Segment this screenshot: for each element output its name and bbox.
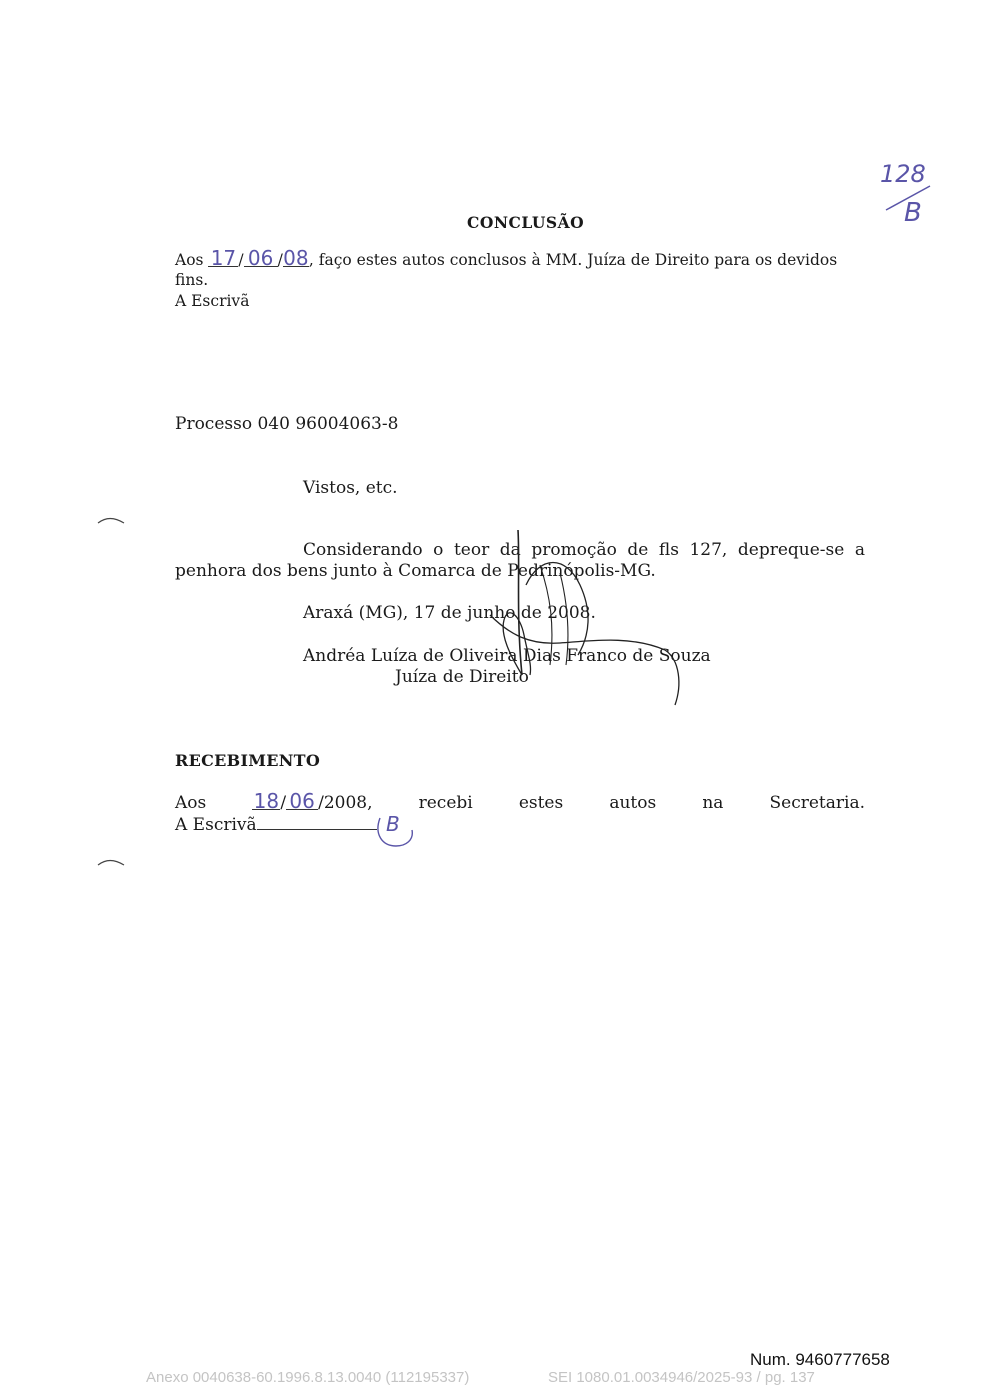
recebimento-signature-line — [257, 815, 377, 830]
processo-number: Processo 040 96004063-8 — [175, 414, 399, 434]
conclusao-text-cont: fins. — [175, 271, 209, 289]
recebimento-title: RECEBIMENTO — [175, 751, 321, 770]
recebimento-line — [175, 789, 865, 813]
recebimento-word-2: autos — [609, 793, 657, 813]
recebimento-month: 06 — [286, 793, 318, 810]
recebimento-day: 18 — [253, 789, 280, 813]
page-stamp-number: 128 — [880, 160, 926, 188]
conclusao-prefix: Aos — [175, 251, 204, 269]
recebimento-escriva: A Escrivã — [175, 815, 257, 835]
conclusao-month: 06 — [244, 250, 278, 267]
place-date: Araxá (MG), 17 de junho de 2008. — [303, 603, 596, 623]
judge-signature — [470, 525, 710, 725]
conclusao-escriva: A Escrivã — [175, 292, 250, 310]
judge-title: Juíza de Direito — [395, 667, 529, 687]
conclusao-text: , faço estes autos conclusos à MM. Juíza de Direito para os devidos — [308, 251, 838, 269]
recebimento-word-0: recebi — [418, 793, 473, 813]
conclusao-title: CONCLUSÃO — [467, 213, 585, 232]
page-stamp — [872, 158, 942, 238]
footer-sei: SEI 1080.01.0034946/2025-93 / pg. 137 — [548, 1369, 815, 1386]
recebimento-initial: B — [386, 812, 400, 836]
page-stamp-initial: B — [904, 198, 922, 228]
recebimento-year: /2008, — [318, 793, 373, 813]
footer-num: Num. 9460777658 — [750, 1350, 890, 1369]
recebimento-date: 18/ 06 /2008, — [253, 789, 373, 813]
recebimento-word-4: Secretaria. — [769, 793, 865, 813]
punch-mark-bottom — [96, 857, 126, 869]
recebimento-word-3: na — [702, 793, 724, 813]
decision-paragraph-line1: Considerando o teor da promoção de fls 127, depreque-se a — [303, 540, 865, 560]
conclusao-year: 08 — [283, 246, 309, 270]
judge-name: Andréa Luíza de Oliveira Dias Franco de Souza — [303, 646, 711, 666]
recebimento-signature — [372, 806, 416, 850]
recebimento-prefix: Aos — [175, 793, 207, 813]
recebimento-word-1: estes — [518, 793, 564, 813]
punch-mark-top — [96, 515, 126, 527]
conclusao-day: 17 — [208, 250, 238, 267]
vistos: Vistos, etc. — [303, 478, 398, 498]
conclusao-line: Aos 17 / 06 /08, faço estes autos conclusos à MM. Juíza de Direito para os devidos — [175, 246, 838, 270]
footer-anexo: Anexo 0040638-60.1996.8.13.0040 (112195337) — [146, 1369, 470, 1386]
decision-paragraph-line2: penhora dos bens junto à Comarca de Pedrinópolis-MG. — [175, 561, 656, 581]
recebimento-escriva-line — [175, 815, 377, 835]
